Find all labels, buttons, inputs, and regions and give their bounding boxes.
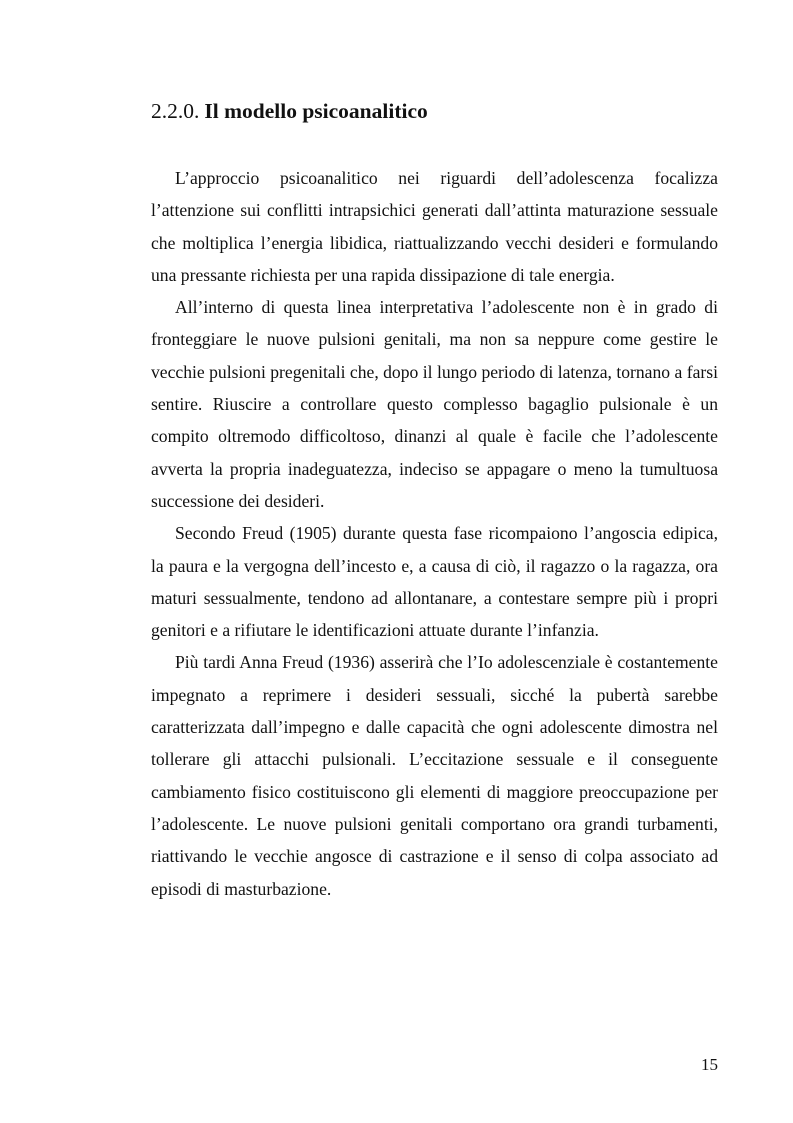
paragraph: Secondo Freud (1905) durante questa fase ricompaiono l’angoscia edipica, la paura e la vergogna dell’incesto e, a causa di ciò, il ragazzo o la ragazza, ora maturi sessualmente, tendono ad allontanare, a contestare sempre più i propri genitori e a rifiutare le identificazioni attuate durante l’infanzia. xyxy=(151,523,718,641)
body-text xyxy=(151,162,718,905)
section-heading xyxy=(151,96,428,126)
section-number: 2.2.0. xyxy=(151,99,200,123)
page-number: 15 xyxy=(701,1055,718,1074)
paragraph: All’interno di questa linea interpretativa l’adolescente non è in grado di fronteggiare le nuove pulsioni genitali, ma non sa neppure come gestire le vecchie pulsioni pregenitali che, dopo il lungo periodo di latenza, tornano a farsi sentire. Riuscire a controllare questo complesso bagaglio pulsionale è un compito oltremodo difficoltoso, dinanzi al quale è facile che l’adolescente avverta la propria inadeguatezza, indeciso se appagare o meno la tumultuosa successione dei desideri. xyxy=(151,297,718,511)
paragraph: L’approccio psicoanalitico nei riguardi dell’adolescenza focalizza l’attenzione sui conflitti intrapsichici generati dall’attinta maturazione sessuale che moltiplica l’energia libidica, riattualizzando vecchi desideri e formulando una pressante richiesta per una rapida dissipazione di tale energia. xyxy=(151,168,718,285)
section-title: Il modello psicoanalitico xyxy=(204,99,428,123)
paragraph: Più tardi Anna Freud (1936) asserirà che l’Io adolescenziale è costantemente impegnato a reprimere i desideri sessuali, sicché la pubertà sarebbe caratterizzata dall’impegno e dalle capacità che ogni adolescente dimostra nel tollerare gli attacchi pulsionali. L’eccitazione sessuale e il conseguente cambiamento fisico costituiscono gli elementi di maggiore preoccupazione per l’adolescente. Le nuove pulsioni genitali comportano ora grandi turbamenti, riattivando le vecchie angosce di castrazione e il senso di colpa associato ad episodi di masturbazione. xyxy=(151,652,718,899)
